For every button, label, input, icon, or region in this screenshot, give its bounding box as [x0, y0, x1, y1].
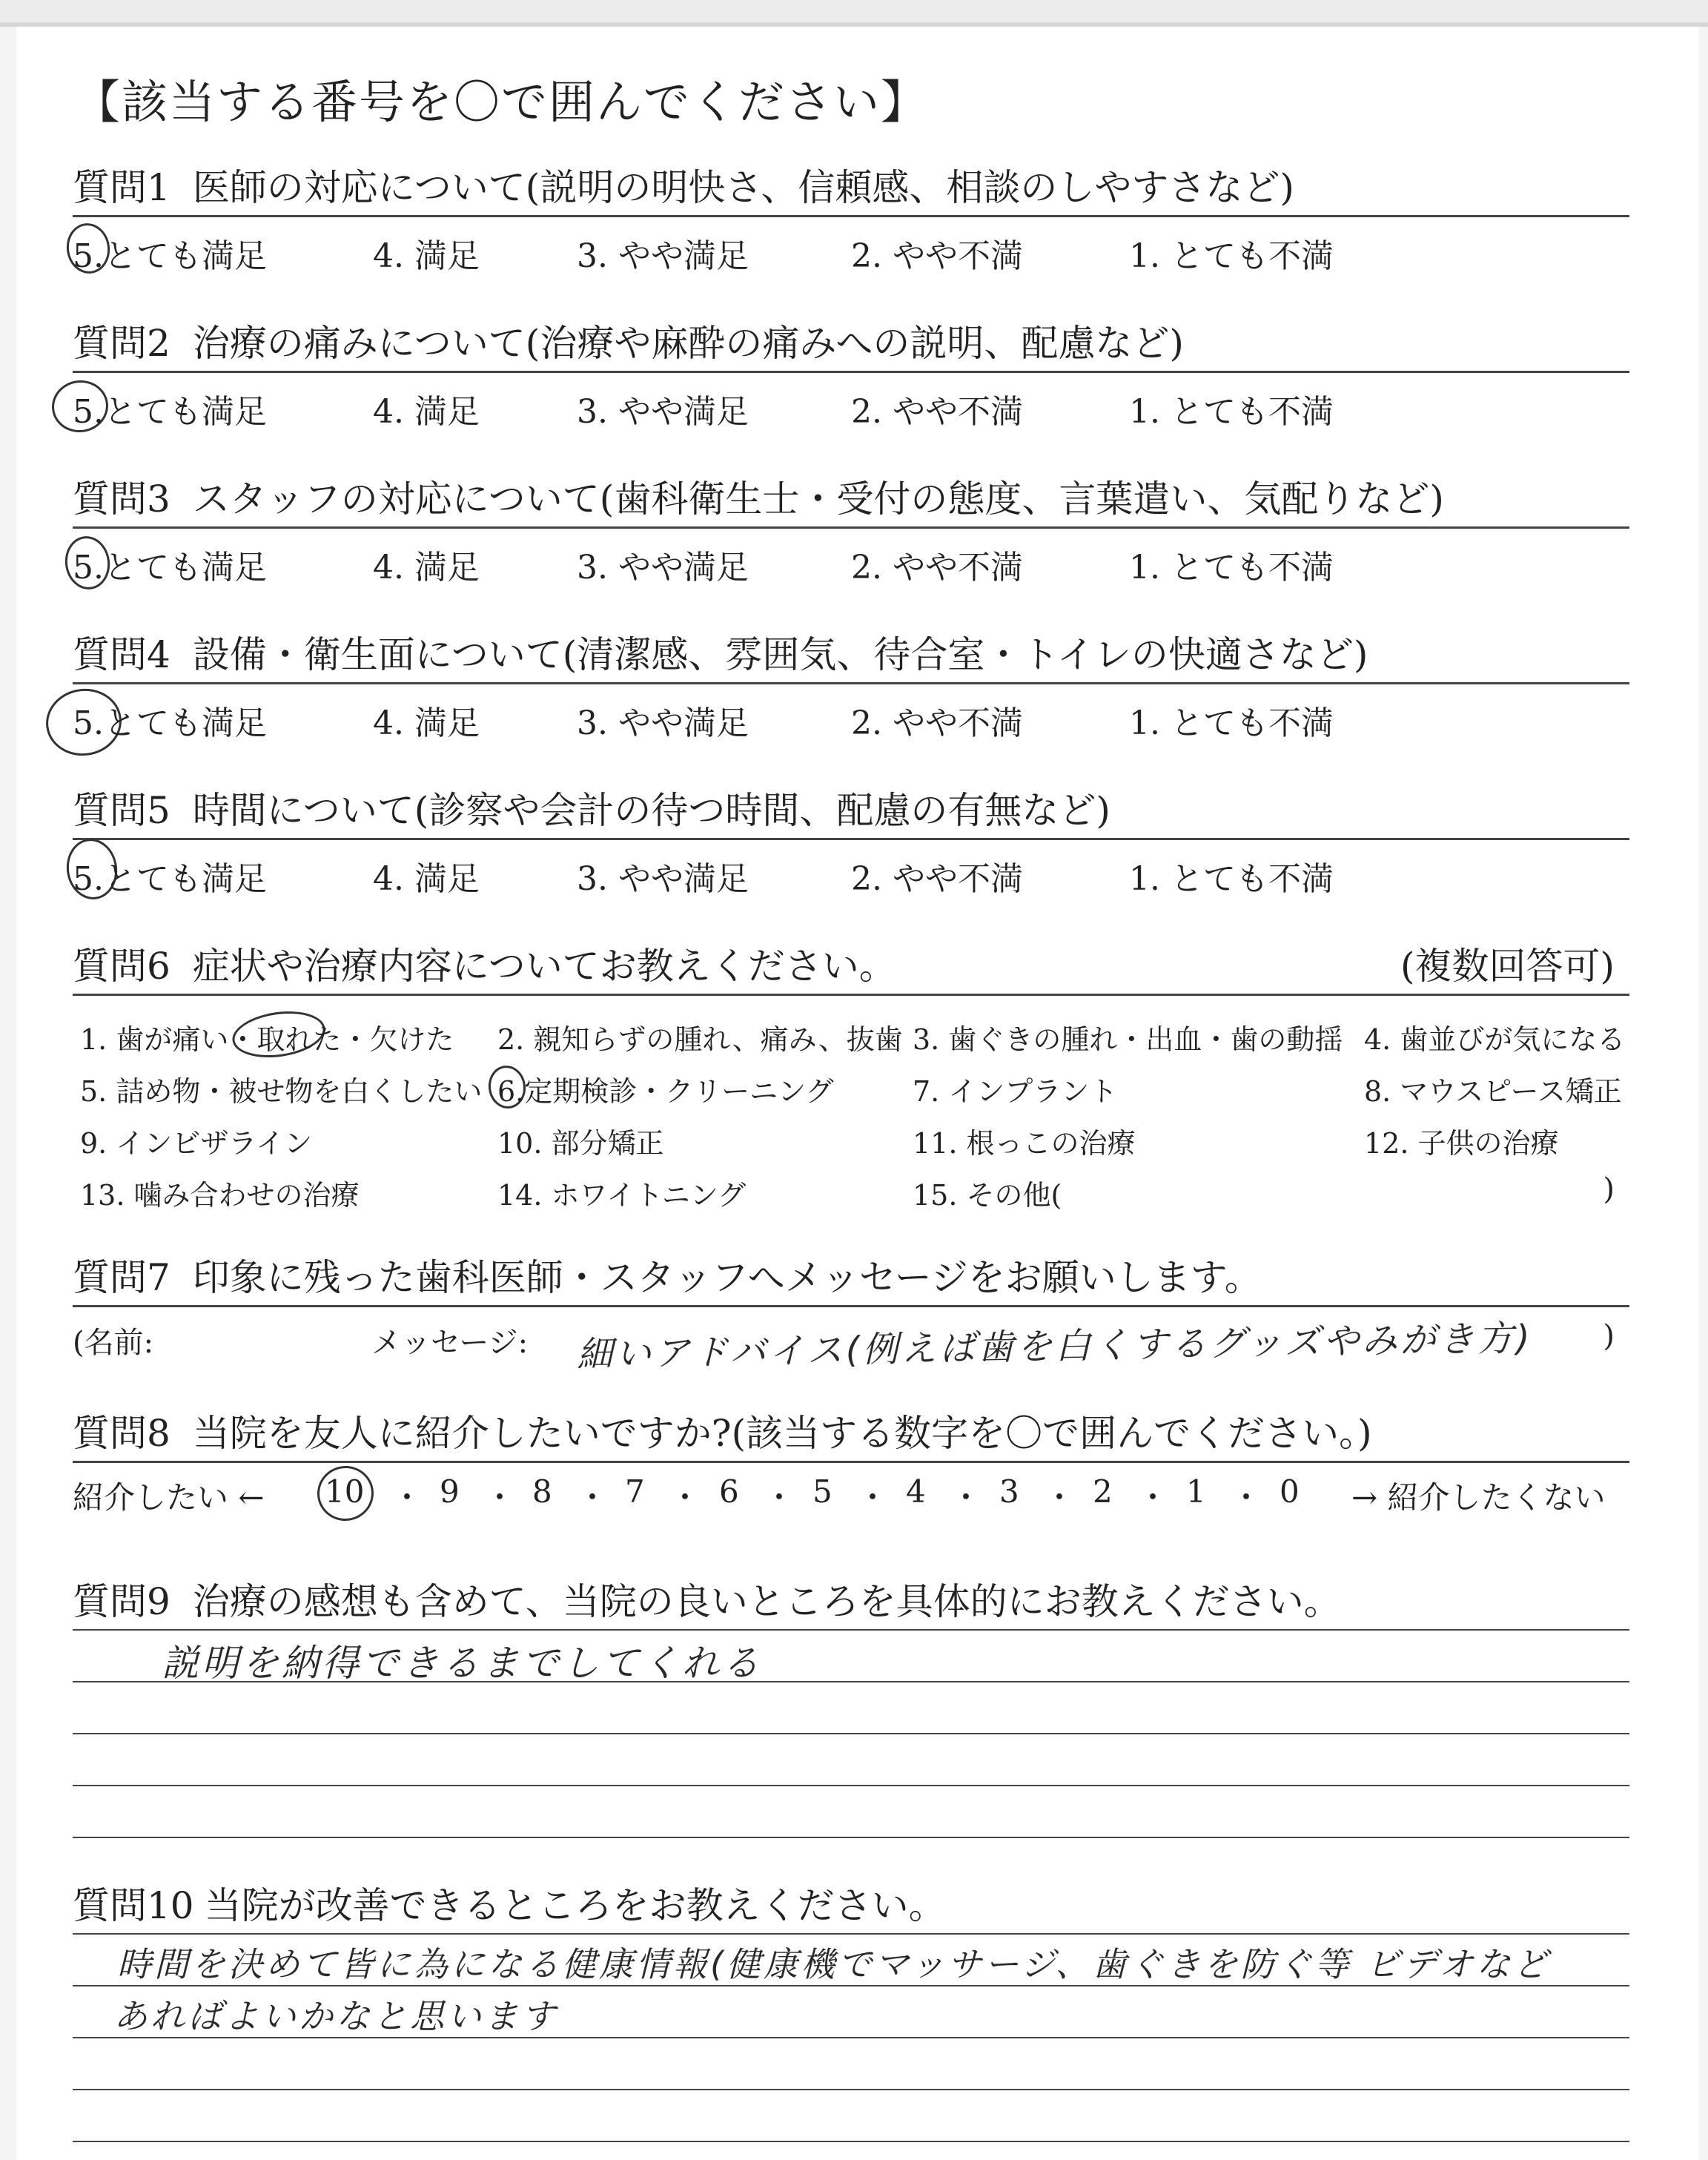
symptom-item[interactable]: 3. 歯ぐきの腫れ・出血・歯の動揺: [913, 1023, 1343, 1056]
option-2[interactable]: 2. やや不満: [851, 860, 1023, 898]
option-3[interactable]: 3. やや満足: [577, 237, 749, 275]
option-4[interactable]: 4. 満足: [373, 393, 480, 431]
message-label: メッセージ:: [371, 1326, 529, 1360]
symptom-item[interactable]: 8. マウスピース矯正: [1364, 1075, 1622, 1108]
option-2[interactable]: 2. やや不満: [851, 549, 1023, 587]
question-number: 質問6: [73, 945, 171, 988]
question-number: 質問4: [73, 633, 171, 676]
writing-line: [73, 1629, 1629, 1631]
question-text: 治療の感想も含めて、当院の良いところを具体的にお教えください。: [192, 1580, 1341, 1623]
handwritten-answer-line-1[interactable]: 時間を決めて皆に為になる健康情報(健康機でマッサージ、歯ぐきを防ぐ等 ビデオなど: [117, 1944, 1551, 1984]
option-4[interactable]: 4. 満足: [373, 549, 480, 587]
option-5[interactable]: 5.とても満足: [73, 860, 267, 898]
writing-line: [73, 2089, 1629, 2090]
question-number: 質問1: [73, 166, 171, 209]
scale-dot: ・: [391, 1479, 423, 1516]
scale-value[interactable]: 1: [1186, 1473, 1206, 1510]
symptom-item[interactable]: 13. 噛み合わせの治療: [80, 1179, 360, 1212]
handwritten-message[interactable]: 細いアドバイス(例えば歯を白くするグッズやみがき方): [576, 1317, 1534, 1376]
question-2: [73, 317, 1629, 431]
scale-value[interactable]: 5: [812, 1473, 833, 1510]
message-close-paren: ): [1603, 1319, 1615, 1353]
question-number: 質問2: [73, 322, 171, 365]
question-text: 症状や治療内容についてお教えください。: [192, 945, 896, 988]
scale-value[interactable]: 7: [625, 1473, 645, 1510]
option-4[interactable]: 4. 満足: [373, 860, 480, 898]
question-7: [73, 1252, 1629, 1374]
option-2[interactable]: 2. やや不満: [851, 704, 1023, 742]
handwritten-answer-line-2[interactable]: あればよいかなと思います: [113, 1996, 558, 2036]
scale-dot: ・: [764, 1479, 795, 1516]
option-2[interactable]: 2. やや不満: [851, 237, 1023, 275]
scale-dot: ・: [669, 1479, 701, 1516]
scale-value[interactable]: 6: [719, 1473, 739, 1510]
symptom-item[interactable]: 5. 詰め物・被せ物を白くしたい: [80, 1075, 483, 1108]
scale-value[interactable]: 0: [1280, 1473, 1300, 1510]
writing-line: [73, 1933, 1629, 1935]
form-header: 【該当する番号を〇で囲んでください】: [74, 75, 929, 129]
option-1[interactable]: 1. とても不満: [1129, 237, 1334, 275]
option-3[interactable]: 3. やや満足: [577, 393, 749, 431]
scan-edge-right: [1699, 27, 1708, 2160]
scan-edge-left: [0, 27, 16, 2160]
question-text: 時間について(診察や会計の待つ時間、配慮の有無など): [192, 789, 1110, 832]
scale-dot: ・: [577, 1479, 609, 1516]
option-5[interactable]: 5.とても満足: [73, 704, 267, 742]
handwritten-answer[interactable]: 説明を納得できるまでしてくれる: [162, 1642, 762, 1685]
question-number: 質問9: [73, 1580, 171, 1623]
symptom-item[interactable]: 10. 部分矯正: [497, 1127, 664, 1160]
symptom-item[interactable]: 14. ホワイトニング: [497, 1179, 747, 1212]
scale-dot: ・: [1044, 1479, 1076, 1516]
other-close-paren: ): [1603, 1172, 1615, 1206]
symptom-item[interactable]: 11. 根っこの治療: [913, 1127, 1136, 1160]
symptom-item[interactable]: 6.定期検診・クリーニング: [497, 1075, 834, 1108]
name-label: (名前:: [73, 1326, 154, 1360]
scale-dot: ・: [1231, 1479, 1262, 1516]
multiple-answer-note: (複数回答可): [1400, 945, 1615, 988]
question-number: 質問10: [73, 1884, 194, 1927]
symptom-item[interactable]: 4. 歯並びが気になる: [1364, 1023, 1626, 1056]
writing-line: [73, 1733, 1629, 1734]
option-5[interactable]: 5.とても満足: [73, 237, 267, 275]
question-text: スタッフの対応について(歯科衛生士・受付の態度、言葉遣い、気配りなど): [192, 478, 1444, 521]
option-4[interactable]: 4. 満足: [373, 237, 480, 275]
question-number: 質問3: [73, 478, 171, 521]
question-number: 質問5: [73, 789, 171, 832]
scale-dot: ・: [950, 1479, 982, 1516]
recommend-left-label: 紹介したい ←: [73, 1479, 265, 1516]
question-1: [73, 162, 1629, 275]
question-text: 当院を友人に紹介したいですか?(該当する数字を〇で囲んでください。): [192, 1412, 1372, 1455]
symptom-item[interactable]: 12. 子供の治療: [1364, 1127, 1559, 1160]
scale-value[interactable]: 10: [325, 1473, 365, 1510]
question-text: 印象に残った歯科医師・スタッフへメッセージをお願いします。: [192, 1256, 1262, 1299]
question-number: 質問8: [73, 1412, 171, 1455]
option-5[interactable]: 5.とても満足: [73, 393, 267, 431]
scale-dot: ・: [857, 1479, 889, 1516]
question-number: 質問7: [73, 1256, 171, 1299]
scale-value[interactable]: 2: [1093, 1473, 1113, 1510]
question-6: [73, 940, 1629, 1211]
option-3[interactable]: 3. やや満足: [577, 704, 749, 742]
question-text: 治療の痛みについて(治療や麻酔の痛みへの説明、配慮など): [192, 322, 1184, 365]
scale-value[interactable]: 9: [440, 1473, 460, 1510]
symptom-item[interactable]: 2. 親知らずの腫れ、痛み、抜歯: [497, 1023, 903, 1056]
symptom-item[interactable]: 1. 歯が痛い・取れた・欠けた: [80, 1023, 454, 1056]
question-text: 医師の対応について(説明の明快さ、信頼感、相談のしやすさなど): [192, 166, 1294, 209]
question-8: [73, 1407, 1629, 1522]
writing-line: [73, 2141, 1629, 2142]
scale-value[interactable]: 4: [906, 1473, 926, 1510]
option-3[interactable]: 3. やや満足: [577, 860, 749, 898]
scale-dot: ・: [1137, 1479, 1169, 1516]
symptom-item[interactable]: 7. インプラント: [913, 1075, 1118, 1108]
question-3: [73, 473, 1629, 587]
option-5[interactable]: 5.とても満足: [73, 549, 267, 587]
question-4: [73, 629, 1629, 742]
question-text: 当院が改善できるところをお教えください。: [204, 1884, 946, 1927]
question-text: 設備・衛生面について(清潔感、雰囲気、待合室・トイレの快適さなど): [192, 633, 1368, 676]
scan-edge-top: [0, 0, 1708, 27]
scale-value[interactable]: 3: [999, 1473, 1019, 1510]
option-1[interactable]: 1. とても不満: [1129, 704, 1334, 742]
option-4[interactable]: 4. 満足: [373, 704, 480, 742]
recommend-right-label: → 紹介したくない: [1351, 1479, 1606, 1516]
option-2[interactable]: 2. やや不満: [851, 393, 1023, 431]
writing-line: [73, 1785, 1629, 1786]
scale-value[interactable]: 8: [532, 1473, 552, 1510]
writing-line: [73, 1837, 1629, 1838]
option-1[interactable]: 1. とても不満: [1129, 393, 1334, 431]
option-3[interactable]: 3. やや満足: [577, 549, 749, 587]
question-9: [73, 1576, 1629, 1685]
option-1[interactable]: 1. とても不満: [1129, 549, 1334, 587]
symptom-item[interactable]: 9. インビザライン: [80, 1127, 313, 1160]
option-1[interactable]: 1. とても不満: [1129, 860, 1334, 898]
scale-dot: ・: [484, 1479, 516, 1516]
question-10: [73, 1880, 1629, 2036]
question-5: [73, 785, 1629, 898]
symptom-item-other[interactable]: 15. その他(: [913, 1179, 1062, 1212]
